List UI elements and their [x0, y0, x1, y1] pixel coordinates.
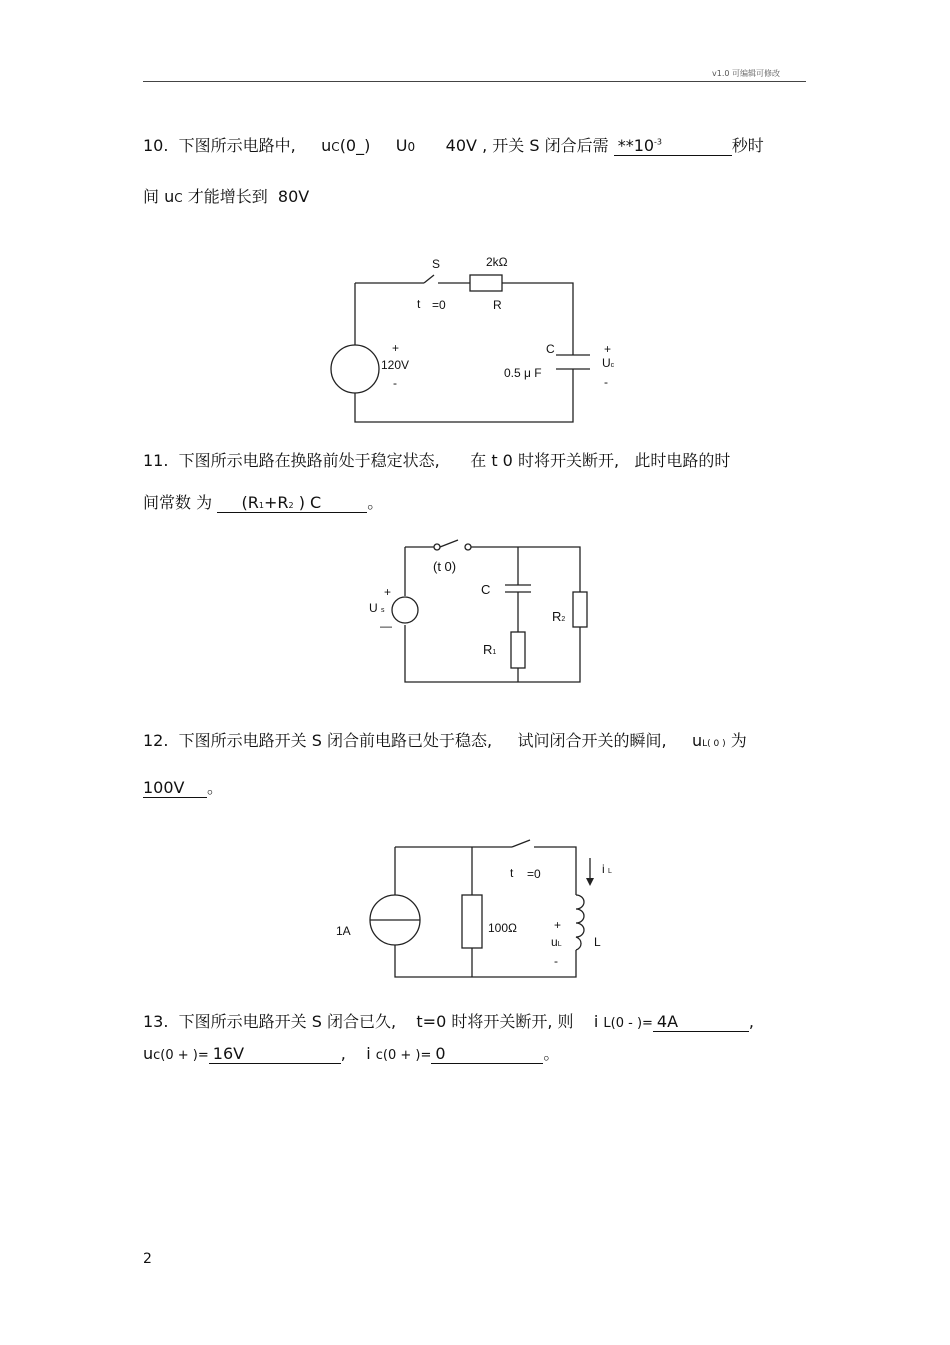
question-number: 13.	[143, 1012, 169, 1031]
question-12-line1: 12. 下图所示电路开关 S 闭合前电路已处于稳态, 试问闭合开关的瞬间, uL( 0 ) 为	[143, 731, 747, 750]
label-capacitor: C	[481, 582, 491, 597]
answer-blank: 16V	[209, 1044, 341, 1064]
answer-blank: 100V	[143, 778, 207, 798]
circuit-1-wires	[355, 275, 573, 422]
resistor-100ohm	[462, 895, 482, 948]
label-t: t	[510, 866, 514, 880]
question-number: 10.	[143, 136, 169, 155]
label-ul: uL	[551, 935, 562, 949]
label-minus: -	[604, 375, 608, 389]
label-uc: Uc	[602, 356, 615, 370]
label-resistor-value: 2kΩ	[486, 255, 508, 269]
answer-blank: $**10^{-3}$	[614, 136, 732, 156]
answer-blank: 4A	[653, 1012, 749, 1032]
inductor-L	[576, 895, 584, 950]
label-t-eq: =0	[432, 298, 446, 312]
question-11-line1: 11. 下图所示电路在换路前处于稳定状态, 在 t 0 时将开关断开, 此时电路的时	[143, 451, 731, 470]
question-number: 12.	[143, 731, 169, 750]
label-resistor-name: R	[493, 298, 502, 312]
label-minus: -	[554, 954, 558, 968]
label-capacitor: C	[546, 342, 555, 356]
label-r2: R2	[552, 609, 566, 624]
label-plus: +	[554, 918, 562, 932]
label-resistor: 100Ω	[488, 921, 517, 935]
label-t: t	[417, 297, 421, 311]
voltage-source-120V	[331, 345, 379, 393]
circuit-3-wires	[395, 840, 576, 977]
label-il: i L	[602, 862, 612, 876]
question-11-line2: 间常数 为 (R1+R2 ) C 。	[143, 493, 384, 512]
question-number: 11.	[143, 451, 169, 470]
label-source: 120V	[381, 358, 410, 372]
label-minus: —	[380, 619, 392, 633]
label-plus: +	[392, 341, 400, 355]
question-10-line1: 10. 下图所示电路中, uC(0_) U0 40V , 开关 S 闭合后需 $**10^{-3}$ 秒时	[143, 136, 764, 155]
label-switch-s: S	[432, 257, 441, 271]
label-r1: R1	[483, 642, 497, 657]
label-plus: +	[384, 585, 392, 599]
resistor-R1	[511, 632, 525, 668]
label-capacitor-value: 0.5 μ F	[504, 366, 542, 380]
question-12-line2: 100V 。	[143, 778, 224, 797]
label-minus: -	[393, 376, 397, 390]
header-version: v1.0 可编辑可修改	[712, 69, 780, 78]
label-source: 1A	[336, 924, 351, 938]
voltage-source-us	[392, 597, 418, 623]
question-10-line2: 间 uC 才能增长到 80V	[143, 187, 310, 206]
question-13-line1: 13. 下图所示电路开关 S 闭合已久, t=0 时将开关断开, 则 i L(0 - )= 4A ,	[143, 1012, 755, 1031]
page-number: 2	[143, 1251, 152, 1267]
label-t-eq: =0	[527, 867, 541, 881]
label-us: U s	[369, 601, 385, 615]
question-13-line2: uc(0 + )= 16V , i c(0 + )= 0 。	[143, 1044, 560, 1063]
resistor-R	[470, 275, 502, 291]
label-inductor: L	[594, 935, 601, 949]
answer-blank: 0	[431, 1044, 543, 1064]
label-t: (t 0)	[433, 559, 457, 574]
answer-blank: (R1+R2 ) C	[217, 493, 367, 513]
resistor-R2	[573, 592, 587, 627]
label-plus: +	[604, 342, 612, 356]
